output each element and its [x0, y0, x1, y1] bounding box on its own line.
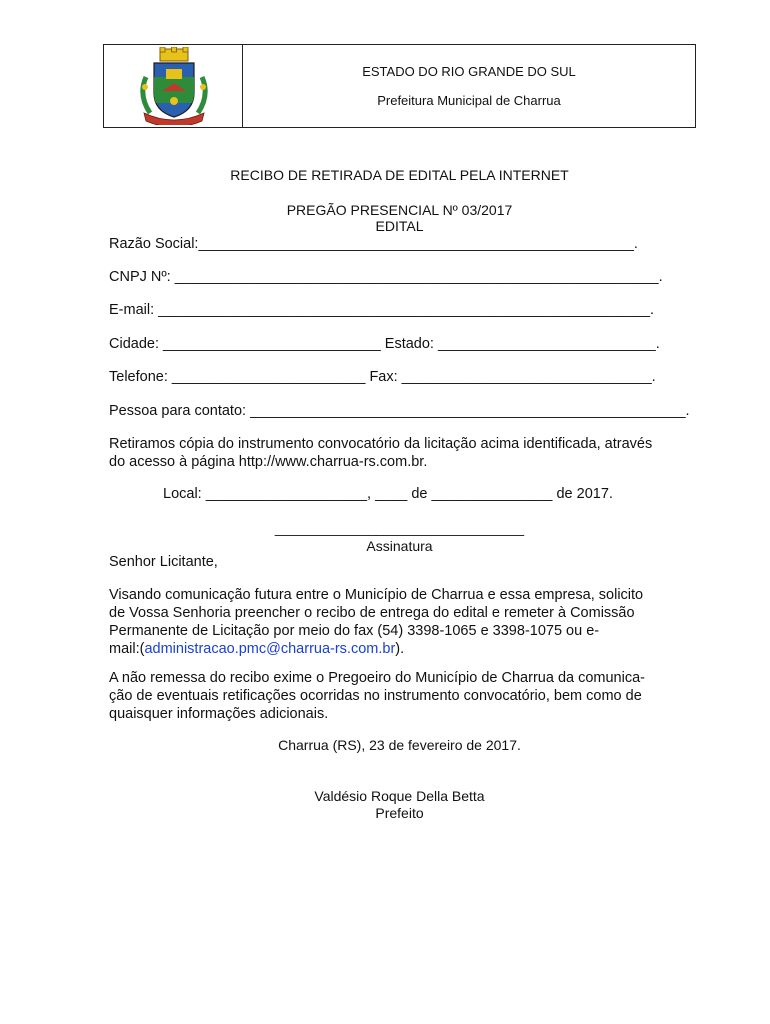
notice-suffix: ). — [395, 641, 405, 657]
header-box — [103, 44, 696, 128]
header-divider — [242, 45, 243, 127]
signatory-role: Prefeito — [375, 805, 424, 821]
pregao-title: PREGÃO PRESENCIAL Nº 03/2017 — [286, 202, 513, 218]
notice-line: Permanente de Licitação por meio do fax (54) 3398-1065 e 3398-1075 ou e- — [109, 623, 600, 639]
cnpj-field: CNPJ Nº: ____________________________________________________________. — [109, 269, 663, 285]
greeting: Senhor Licitante, — [109, 554, 218, 570]
phone-fax-field: Telefone: ________________________ Fax: _______________________________. — [109, 369, 656, 385]
notice-line: Visando comunicação futura entre o Município de Charrua e essa empresa, solicito — [109, 587, 644, 603]
local-date-field: Local: ____________________, ____ de _______________ de 2017. — [163, 486, 613, 502]
contact-person-field: Pessoa para contato: ______________________________________________________. — [109, 403, 690, 419]
date-line: Charrua (RS), 23 de fevereiro de 2017. — [278, 737, 521, 753]
notice-line: de Vossa Senhoria preencher o recibo de entrega do edital e remeter à Comissão — [109, 605, 635, 621]
razao-social-field: Razão Social:______________________________________________________. — [109, 236, 638, 252]
email-field: E-mail: _____________________________________________________________. — [109, 302, 655, 318]
email-link[interactable]: administracao.pmc@charrua-rs.com.br — [144, 641, 396, 657]
warning-line: quaisquer informações adicionais. — [109, 706, 329, 722]
notice-line — [109, 640, 698, 658]
statement-line: do acesso à página http://www.charrua-rs.com.br. — [109, 454, 428, 470]
municipal-crest-icon — [136, 47, 212, 125]
statement-paragraph — [109, 435, 698, 471]
receipt-title: RECIBO DE RETIRADA DE EDITAL PELA INTERNET — [230, 167, 569, 183]
signature-label: Assinatura — [366, 538, 433, 554]
notice-prefix: mail:( — [109, 641, 145, 657]
warning-line: ção de eventuais retificações ocorridas no instrumento convocatório, bem como de — [109, 688, 642, 704]
statement-line: Retiramos cópia do instrumento convocatório da licitação acima identificada, através — [109, 436, 653, 452]
notice-paragraph — [109, 586, 698, 658]
warning-line: A não remessa do recibo exime o Pregoeiro do Município de Charrua da comunica- — [109, 670, 645, 686]
city-state-field: Cidade: ___________________________ Estado: ___________________________. — [109, 336, 660, 352]
signatory-name: Valdésio Roque Della Betta — [314, 788, 485, 804]
municipality-name: Prefeitura Municipal de Charrua — [377, 93, 561, 108]
state-name: ESTADO DO RIO GRANDE DO SUL — [362, 64, 576, 79]
signature-line: ________________________________ — [274, 520, 525, 536]
warning-paragraph — [109, 669, 698, 723]
edital-title: EDITAL — [375, 218, 424, 234]
